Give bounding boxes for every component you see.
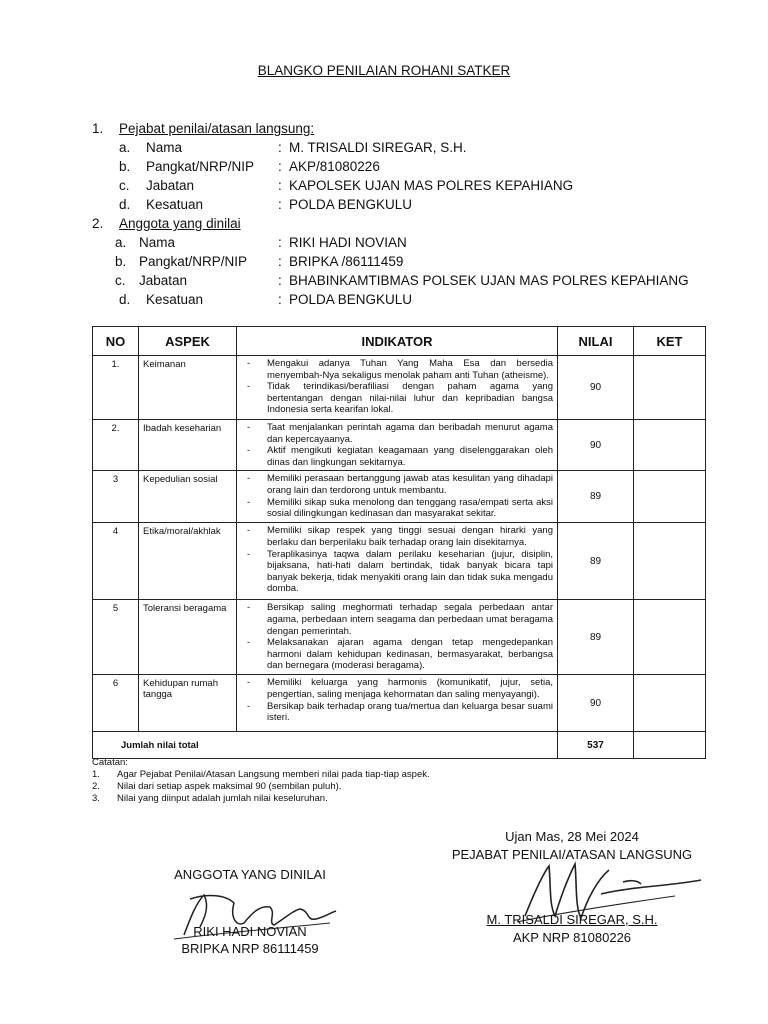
header-no: NO: [93, 327, 139, 356]
row-nilai: 89: [558, 523, 634, 600]
table-row: [93, 471, 706, 523]
indikator-item: [241, 549, 553, 595]
indikator-item: [241, 677, 553, 700]
penilai-value-jabatan: KAPOLSEK UJAN MAS POLRES KEPAHIANG: [289, 178, 574, 193]
bullet-dash: -: [247, 358, 251, 369]
document-title: BLANGKO PENILAIAN ROHANI SATKER: [257, 63, 511, 78]
penilai-letter-c: c.: [119, 178, 130, 193]
bullet-dash: -: [247, 700, 251, 712]
bullet-dash: -: [247, 422, 251, 433]
indikator-item: [241, 473, 553, 496]
anggota-value-kesatuan: POLDA BENGKULU: [289, 292, 413, 307]
row-aspek: Ibadah keseharian: [139, 420, 237, 471]
indikator-item: [241, 525, 553, 548]
indikator-item: [241, 497, 553, 520]
colon: :: [278, 254, 282, 269]
penilai-letter-d: d.: [119, 197, 131, 212]
note-1-number: 1.: [92, 769, 100, 780]
table-header-row: [93, 327, 706, 356]
note-3-text: Nilai yang diinput adalah jumlah nilai keseluruhan.: [117, 793, 328, 804]
penilai-label-kesatuan: Kesatuan: [146, 197, 204, 212]
anggota-label-nama: Nama: [139, 235, 176, 250]
penilai-label-pangkat: Pangkat/NRP/NIP: [146, 159, 255, 174]
indikator-text: Aktif mengikuti kegiatan keagamaan yang diselenggarakan oleh dinas dan lingkungan sekitarnya.: [267, 445, 553, 468]
anggota-label-kesatuan: Kesatuan: [146, 292, 204, 307]
colon: :: [278, 292, 282, 307]
indikator-text: Memiliki perasaan bertanggung jawab atas kesulitan yang dihadapi orang lain dan terdorong untuk membantu.: [267, 473, 553, 496]
penilai-value-nama: M. TRISALDI SIREGAR, S.H.: [289, 140, 467, 155]
indikator-text: Bersikap baik terhadap orang tua/mertua dan keluarga besar suami isteri.: [267, 700, 553, 724]
table-row: [93, 675, 706, 732]
row-indikator: [237, 523, 558, 600]
row-number: 5: [93, 600, 139, 675]
anggota-letter-b: b.: [115, 254, 127, 269]
table-row: [93, 356, 706, 420]
colon: :: [278, 140, 282, 155]
anggota-signature-name: RIKI HADI NOVIAN: [193, 924, 307, 939]
colon: :: [278, 159, 282, 174]
section-2-number: 2.: [92, 216, 104, 231]
colon: :: [278, 235, 282, 250]
indikator-text: Bersikap saling meghormati terhadap segala perbedaan antar agama, perbedaan intern seagama dan perbedaan umat beragama dengan pemerintah.: [267, 602, 553, 637]
bullet-dash: -: [247, 637, 251, 649]
bullet-dash: -: [247, 381, 251, 393]
indikator-item: [241, 422, 553, 445]
header-aspek: ASPEK: [139, 327, 237, 356]
table-row: [93, 600, 706, 675]
total-row: [93, 732, 706, 759]
penilai-signature-name: M. TRISALDI SIREGAR, S.H.: [486, 912, 658, 927]
anggota-letter-d: d.: [119, 292, 131, 307]
indikator-item: [241, 637, 553, 672]
penilai-letter-b: b.: [119, 159, 131, 174]
colon: :: [278, 178, 282, 193]
row-nilai: 90: [558, 420, 634, 471]
indikator-item: [241, 445, 553, 468]
row-number: 1.: [93, 356, 139, 420]
note-1-text: Agar Pejabat Penilai/Atasan Langsung memberi nilai pada tiap-tiap aspek.: [117, 769, 430, 780]
penilai-value-pangkat: AKP/81080226: [289, 159, 380, 174]
row-ket: [634, 523, 706, 600]
row-nilai: 90: [558, 356, 634, 420]
total-ket: [634, 732, 706, 759]
colon: :: [278, 273, 282, 288]
indikator-text: Mengakui adanya Tuhan Yang Maha Esa dan bersedia menyembah-Nya sekaligus menolak paham anti Tuhan (atheisme).: [267, 358, 553, 381]
row-indikator: [237, 675, 558, 732]
row-indikator: [237, 600, 558, 675]
anggota-label-jabatan: Jabatan: [139, 273, 188, 288]
row-aspek: Kepedulian sosial: [139, 471, 237, 523]
bullet-dash: -: [247, 525, 251, 537]
notes-heading: Catatan:: [92, 757, 128, 768]
note-3-number: 3.: [92, 793, 100, 804]
colon: :: [278, 197, 282, 212]
anggota-value-nama: RIKI HADI NOVIAN: [289, 235, 407, 250]
note-2-number: 2.: [92, 781, 100, 792]
row-ket: [634, 420, 706, 471]
anggota-signature-nrp: BRIPKA NRP 86111459: [181, 941, 319, 956]
section-1-number: 1.: [92, 121, 104, 136]
anggota-value-pangkat: BRIPKA /86111459: [289, 254, 404, 269]
table-row: [93, 523, 706, 600]
row-number: 2.: [93, 420, 139, 471]
indikator-text: Memiliki keluarga yang harmonis (komunikatif, jujur, setia, pengertian, saling menjaga kehormatan dan saling menyayangi).: [267, 677, 553, 700]
indikator-text: Melaksanakan ajaran agama dengan tetap mengedepankan harmoni dalam kehidupan kedinasan, bermasyarakat, berbangsa dan bernegara (moderasi beragama).: [267, 637, 553, 672]
anggota-label-pangkat: Pangkat/NRP/NIP: [139, 254, 248, 269]
header-indikator: INDIKATOR: [237, 327, 558, 356]
indikator-text: Memiliki sikap suka menolong dan tenggang rasa/empati serta aksi sosial dilingkungan kedinasan dan masyarakat sekitar.: [267, 496, 553, 520]
indikator-text: Tidak terindikasi/berafiliasi dengan paham agama yang bertentangan dengan nilai-nilai luhur dan kepribadian bangsa Indonesia serta kearifan lokal.: [267, 381, 553, 416]
penilai-label-jabatan: Jabatan: [146, 178, 195, 193]
indikator-text: Taat menjalankan perintah agama dan beribadah menurut agama dan kepercayaanya.: [267, 422, 553, 445]
section-1-heading: Pejabat penilai/atasan langsung:: [119, 121, 315, 136]
row-ket: [634, 471, 706, 523]
indikator-text: Memiliki sikap respek yang tinggi sesuai dengan hirarki yang berlaku dan berperilaku baik terhadap orang lain disekitarnya.: [267, 525, 553, 548]
row-aspek: Kehidupan rumah tangga: [139, 675, 237, 732]
row-nilai: 89: [558, 600, 634, 675]
anggota-letter-c: c.: [115, 273, 126, 288]
indikator-item: [241, 602, 553, 637]
assessment-table: [92, 326, 706, 759]
penilai-value-kesatuan: POLDA BENGKULU: [289, 197, 413, 212]
row-aspek: Keimanan: [139, 356, 237, 420]
indikator-text: Teraplikasinya taqwa dalam perilaku keseharian (jujur, disiplin, bijaksana, hati-hati dalam bertindak, tidak banyak bicara tapi banyak bekerja, tidak menyakiti orang lain dan tidak suka mengadu domba.: [267, 548, 553, 595]
row-number: 6: [93, 675, 139, 732]
penilai-signature-title: PEJABAT PENILAI/ATASAN LANGSUNG: [451, 847, 693, 862]
bullet-dash: -: [247, 602, 251, 614]
penilai-label-nama: Nama: [146, 140, 183, 155]
bullet-dash: -: [247, 548, 251, 560]
anggota-signature-title: ANGGOTA YANG DINILAI: [174, 867, 326, 882]
indikator-item: [241, 381, 553, 416]
bullet-dash: -: [247, 496, 251, 508]
penilai-signature-nrp: AKP NRP 81080226: [512, 930, 632, 945]
penilai-letter-a: a.: [119, 140, 131, 155]
anggota-letter-a: a.: [115, 235, 127, 250]
row-aspek: Etika/moral/akhlak: [139, 523, 237, 600]
indikator-item: [241, 358, 553, 381]
row-nilai: 89: [558, 471, 634, 523]
bullet-dash: -: [247, 677, 251, 689]
row-indikator: [237, 420, 558, 471]
row-indikator: [237, 356, 558, 420]
row-nilai: 90: [558, 675, 634, 732]
note-2-text: Nilai dari setiap aspek maksimal 90 (sembilan puluh).: [117, 781, 342, 792]
anggota-value-jabatan: BHABINKAMTIBMAS POLSEK UJAN MAS POLRES KEPAHIANG: [289, 273, 689, 288]
header-nilai: NILAI: [558, 327, 634, 356]
bullet-dash: -: [247, 445, 251, 457]
row-aspek: Toleransi beragama: [139, 600, 237, 675]
row-number: 3: [93, 471, 139, 523]
table-row: [93, 420, 706, 471]
place-date: Ujan Mas, 28 Mei 2024: [505, 829, 639, 844]
header-ket: KET: [634, 327, 706, 356]
indikator-item: [241, 701, 553, 724]
section-2-heading: Anggota yang dinilai: [119, 216, 241, 231]
row-number: 4: [93, 523, 139, 600]
row-ket: [634, 675, 706, 732]
total-label: Jumlah nilai total: [93, 732, 558, 759]
bullet-dash: -: [247, 473, 251, 485]
row-indikator: [237, 471, 558, 523]
total-value: 537: [558, 732, 634, 759]
row-ket: [634, 356, 706, 420]
row-ket: [634, 600, 706, 675]
